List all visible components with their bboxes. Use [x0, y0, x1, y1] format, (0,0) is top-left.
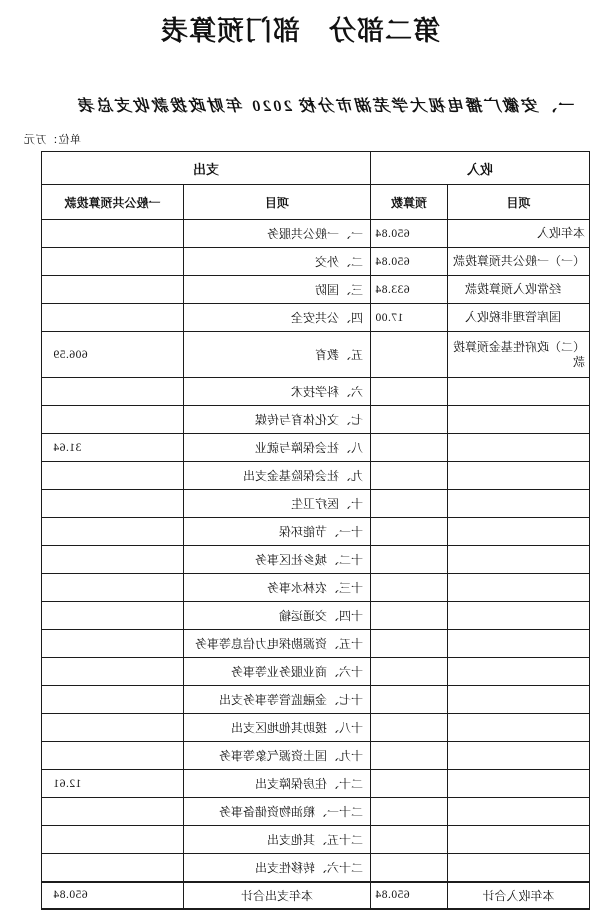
- income-amount-cell: [370, 378, 447, 406]
- table-row: [41, 462, 589, 490]
- table-row: [41, 658, 589, 686]
- expense-item-cell: 十九、国土资源气象等事务: [183, 742, 370, 770]
- expense-amount-cell: [41, 220, 183, 248]
- income-amount-cell: [370, 742, 447, 770]
- income-amount-cell: [370, 518, 447, 546]
- group-header-row: [41, 152, 589, 185]
- income-item-cell: [448, 462, 590, 490]
- table-row: [41, 378, 589, 406]
- expense-amount-cell: [41, 630, 183, 658]
- income-item-column-header: 项目: [448, 185, 590, 220]
- income-amount-cell: [370, 854, 447, 882]
- table-row: [41, 406, 589, 434]
- income-item-cell: [448, 770, 590, 798]
- expense-amount-cell: [41, 462, 183, 490]
- expense-item-cell: 六、科学技术: [183, 378, 370, 406]
- expense-item-cell: 十三、农林水事务: [183, 574, 370, 602]
- table-row: [41, 630, 589, 658]
- expense-item-cell: 一、一般公共服务: [183, 220, 370, 248]
- expense-item-cell: 二十五、其他支出: [183, 826, 370, 854]
- table-row: [41, 574, 589, 602]
- income-amount-cell: [370, 770, 447, 798]
- expense-amount-cell: [41, 686, 183, 714]
- table-row: [41, 826, 589, 854]
- income-item-cell: [448, 406, 590, 434]
- income-amount-cell: [370, 686, 447, 714]
- expense-amount-cell: [41, 714, 183, 742]
- expense-item-cell: 十四、交通运输: [183, 602, 370, 630]
- table-caption: 一、安徽广播电视大学芜湖市分校 2020 年财政拨款收支总表: [76, 98, 576, 115]
- income-item-cell: （一）一般公共预算拨款: [448, 248, 590, 276]
- expense-item-column-header: 项目: [183, 185, 370, 220]
- expense-amount-cell: [41, 248, 183, 276]
- table-row: [41, 332, 589, 378]
- income-item-cell: 国库管理非税收入: [448, 304, 590, 332]
- expense-item-cell: 十五、资源勘探电力信息等事务: [183, 630, 370, 658]
- expense-amount-cell: [41, 602, 183, 630]
- table-row: [41, 854, 589, 882]
- table-row: [41, 220, 589, 248]
- income-item-cell: [448, 602, 590, 630]
- table-row: [41, 798, 589, 826]
- income-amount-cell: [370, 602, 447, 630]
- expense-amount-cell: [41, 518, 183, 546]
- expense-amount-cell: [41, 546, 183, 574]
- expense-group-header: 支出: [41, 152, 370, 185]
- income-item-cell: [448, 490, 590, 518]
- table-row: [41, 276, 589, 304]
- expense-amount-cell: [41, 490, 183, 518]
- expense-amount-cell: [41, 658, 183, 686]
- expense-item-cell: 二、外交: [183, 248, 370, 276]
- income-item-cell: [448, 434, 590, 462]
- expense-item-cell: 八、社会保障与就业: [183, 434, 370, 462]
- expense-amount-column-header: 一般公共预算拨款: [41, 185, 183, 220]
- income-amount-cell: [370, 826, 447, 854]
- expense-total-amount: 650.84: [41, 882, 183, 909]
- table-row: [41, 770, 589, 798]
- income-total-amount: 650.84: [370, 882, 447, 909]
- income-item-cell: 本年收入: [448, 220, 590, 248]
- expense-amount-cell: [41, 826, 183, 854]
- expense-item-cell: 二十一、粮油物资储备事务: [183, 798, 370, 826]
- income-amount-cell: [370, 406, 447, 434]
- income-item-cell: [448, 826, 590, 854]
- income-amount-cell: [370, 630, 447, 658]
- expense-amount-cell: 606.59: [41, 332, 183, 378]
- table-row: [41, 602, 589, 630]
- expense-item-cell: 五、教育: [183, 332, 370, 378]
- income-amount-cell: 650.84: [370, 220, 447, 248]
- expense-amount-cell: [41, 276, 183, 304]
- expense-amount-cell: [41, 304, 183, 332]
- income-amount-cell: [370, 546, 447, 574]
- income-item-cell: [448, 658, 590, 686]
- income-item-cell: [448, 378, 590, 406]
- income-item-cell: [448, 798, 590, 826]
- income-amount-cell: 633.84: [370, 276, 447, 304]
- table-row: [41, 714, 589, 742]
- income-amount-cell: [370, 332, 447, 378]
- table-row: [41, 742, 589, 770]
- expense-amount-cell: [41, 378, 183, 406]
- income-amount-cell: [370, 658, 447, 686]
- expense-amount-cell: [41, 742, 183, 770]
- income-item-cell: [448, 686, 590, 714]
- income-item-cell: [448, 854, 590, 882]
- expense-item-cell: 十六、商业服务业等事务: [183, 658, 370, 686]
- income-amount-column-header: 预算数: [370, 185, 447, 220]
- income-item-cell: [448, 714, 590, 742]
- unit-label: 单位：万元: [23, 134, 81, 146]
- expense-amount-cell: [41, 406, 183, 434]
- income-item-cell: [448, 630, 590, 658]
- expense-amount-cell: 12.61: [41, 770, 183, 798]
- expense-item-cell: 十二、城乡社区事务: [183, 546, 370, 574]
- income-item-cell: [448, 546, 590, 574]
- expense-item-cell: 十七、金融监管等事务支出: [183, 686, 370, 714]
- totals-row: [41, 882, 589, 909]
- expense-item-cell: 十八、援助其他地区支出: [183, 714, 370, 742]
- table-row: [41, 434, 589, 462]
- income-amount-cell: [370, 574, 447, 602]
- expense-item-cell: 二十、住房保障支出: [183, 770, 370, 798]
- expense-total-label: 本年支出合计: [183, 882, 370, 909]
- expense-item-cell: 十一、节能环保: [183, 518, 370, 546]
- expense-amount-cell: [41, 854, 183, 882]
- income-item-cell: [448, 518, 590, 546]
- page-title: 第二部分 部门预算表: [160, 16, 440, 46]
- income-amount-cell: [370, 798, 447, 826]
- budget-table: [41, 151, 590, 910]
- table-row: [41, 686, 589, 714]
- income-item-cell: [448, 574, 590, 602]
- expense-item-cell: 三、国防: [183, 276, 370, 304]
- income-item-cell: 经常收入预算拨款: [448, 276, 590, 304]
- table-row: [41, 304, 589, 332]
- expense-item-cell: 十、医疗卫生: [183, 490, 370, 518]
- table-row: [41, 546, 589, 574]
- table-row: [41, 518, 589, 546]
- income-amount-cell: 650.84: [370, 248, 447, 276]
- table-row: [41, 248, 589, 276]
- expense-item-cell: 四、公共安全: [183, 304, 370, 332]
- income-amount-cell: [370, 434, 447, 462]
- income-amount-cell: [370, 490, 447, 518]
- expense-amount-cell: [41, 574, 183, 602]
- expense-amount-cell: 31.64: [41, 434, 183, 462]
- expense-item-cell: 七、文化体育与传媒: [183, 406, 370, 434]
- column-header-row: [41, 185, 589, 220]
- income-group-header: 收入: [370, 152, 589, 185]
- expense-amount-cell: [41, 798, 183, 826]
- expense-item-cell: 九、社会保险基金支出: [183, 462, 370, 490]
- income-item-cell: [448, 742, 590, 770]
- income-total-label: 本年收入合计: [448, 882, 590, 909]
- income-item-cell: （二）政府性基金预算拨款: [448, 332, 590, 378]
- income-amount-cell: [370, 462, 447, 490]
- expense-item-cell: 二十六、转移性支出: [183, 854, 370, 882]
- income-amount-cell: [370, 714, 447, 742]
- table-row: [41, 490, 589, 518]
- income-amount-cell: 17.00: [370, 304, 447, 332]
